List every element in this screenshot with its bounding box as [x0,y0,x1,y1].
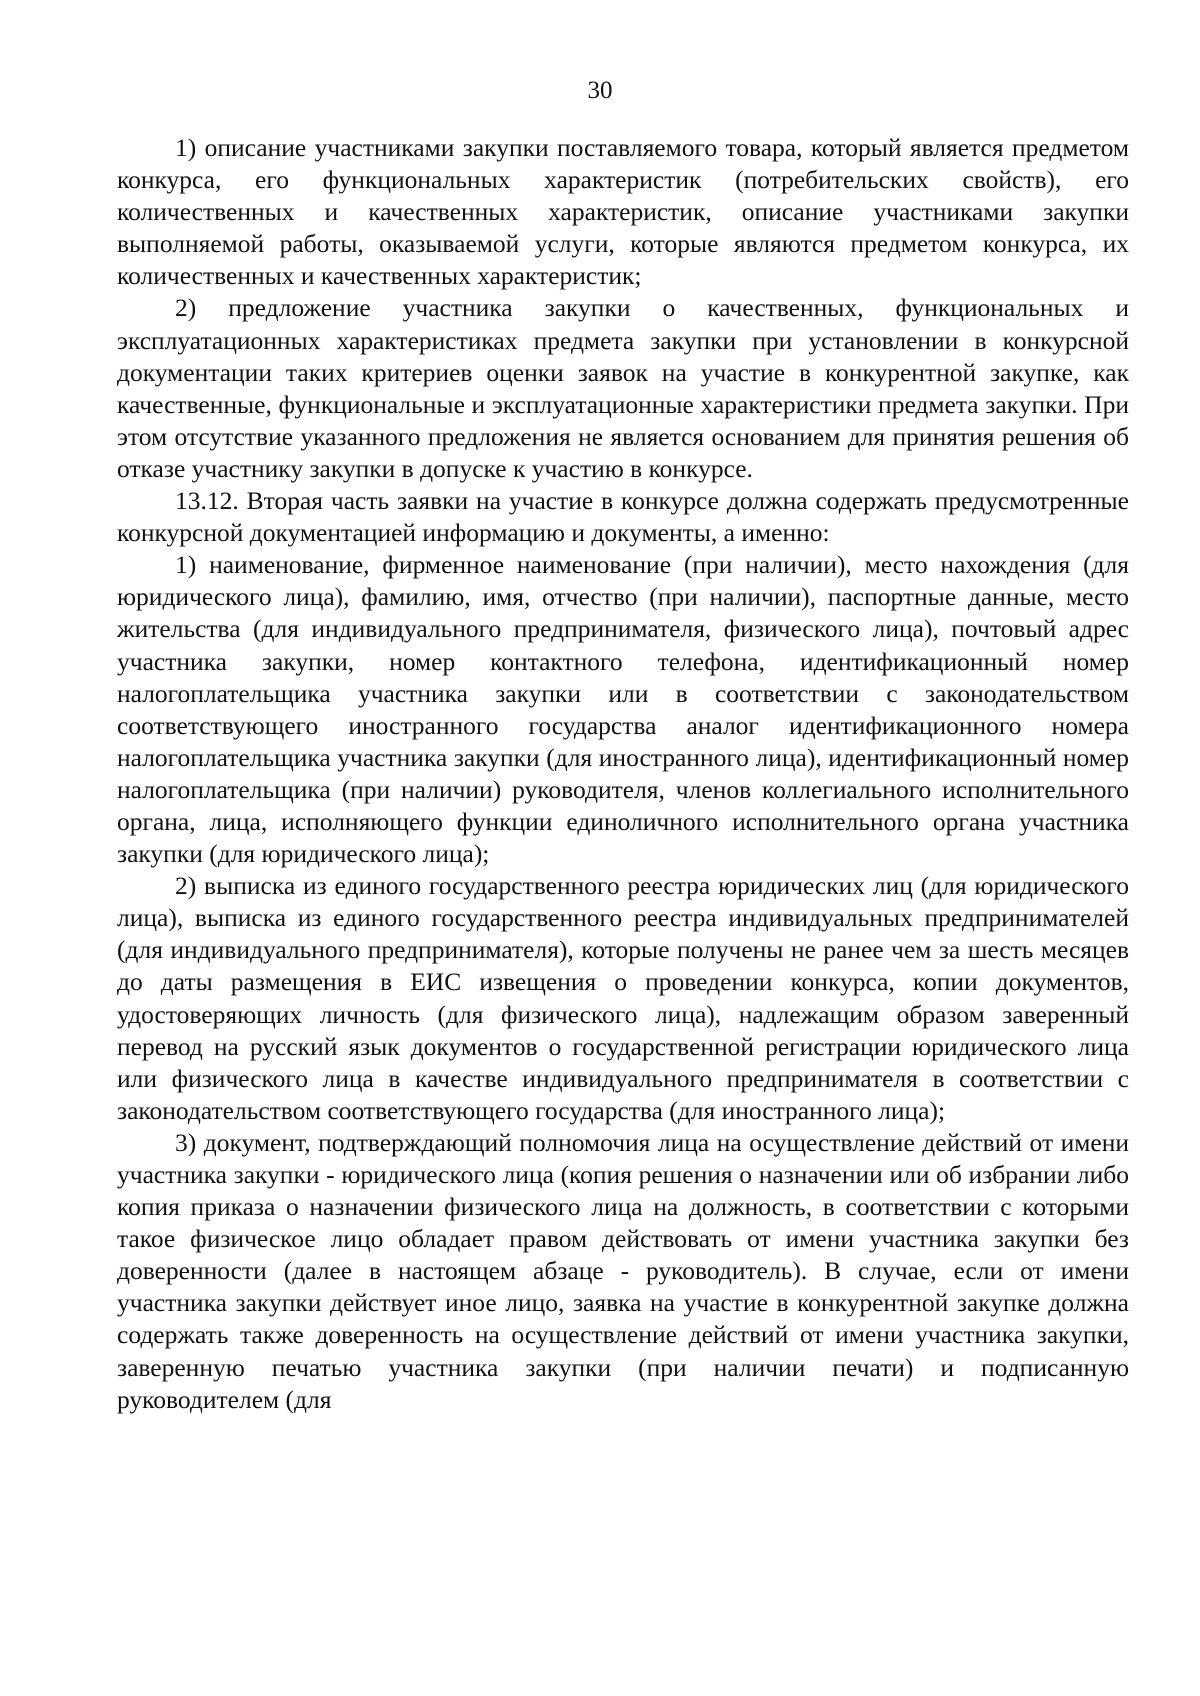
page-number: 30 [587,77,613,104]
paragraph-item-2-registry-extract: 2) выписка из единого государственного реестра юридических лиц (для юридического лица), выписка из единого государственного реестра индивидуальных предпринимателей (для индивидуального предпринимателя), которые получены не ранее чем за шесть месяцев до даты размещения в ЕИС извещения о проведении конкурса, копии документов, удостоверяющих личность (для физического лица), надлежащим образом заверенный перевод на русский язык документов о государственной регистрации юридического лица или физического лица в качестве индивидуального предпринимателя в соответствии с законодательством соответствующего государства (для иностранного лица); [117,871,1129,1125]
document-body [117,132,1129,1416]
paragraph-item-3-authority-document: 3) документ, подтверждающий полномочия лица на осуществление действий от имени участника закупки - юридического лица (копия решения о назначении или об избрании либо копия приказа о назначении физического лица на должность, в соответствии с которыми такое физическое лицо обладает правом действовать от имени участника закупки без доверенности (далее в настоящем абзаце - руководитель). В случае, если от имени участника закупки действует иное лицо, заявка на участие в конкурентной закупке должна содержать также доверенность на осуществление действий от имени участника закупки, заверенную печатью участника закупки (при наличии печати) и подписанную руководителем (для [117,1127,1129,1414]
paragraph-item-1-product-description: 1) описание участниками закупки поставляемого товара, который является предметом конкурса, его функциональных характеристик (потребительских свойств), его количественных и качественных характеристик, описание участниками закупки выполняемой работы, оказываемой услуги, которые являются предметом конкурса, их количественных и качественных характеристик; [117,133,1129,291]
paragraph-clause-13-12: 13.12. Вторая часть заявки на участие в конкурсе должна содержать предусмотренные конкурсной документацией информацию и документы, а именно: [117,486,1129,548]
paragraph-item-1-participant-details: 1) наименование, фирменное наименование (при наличии), место нахождения (для юридического лица), фамилию, имя, отчество (при наличии), паспортные данные, место жительства (для индивидуального предпринимателя, физического лица), почтовый адрес участника закупки, номер контактного телефона, идентификационный номер налогоплательщика участника закупки или в соответствии с законодательством соответствующего иностранного государства аналог идентификационного номера налогоплательщика участника закупки (для иностранного лица), идентификационный номер налогоплательщика (при наличии) руководителя, членов коллегиального исполнительного органа, лица, исполняющего функции единоличного исполнительного органа участника закупки (для юридического лица); [117,550,1129,869]
paragraph-item-2-participant-offer: 2) предложение участника закупки о качественных, функциональных и эксплуатационных характеристиках предмета закупки при установлении в конкурсной документации таких критериев оценки заявок на участие в конкурентной закупке, как качественные, функциональные и эксплуатационные характеристики предмета закупки. При этом отсутствие указанного предложения не является основанием для принятия решения об отказе участнику закупки в допуске к участию в конкурсе. [117,293,1129,483]
